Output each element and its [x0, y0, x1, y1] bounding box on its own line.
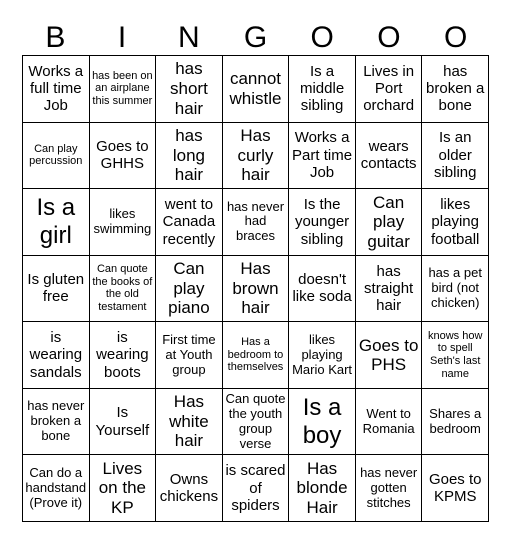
bingo-square[interactable]: Is the younger sibling [289, 189, 356, 256]
bingo-square[interactable]: Has curly hair [223, 123, 290, 190]
bingo-square[interactable]: Is a girl [23, 189, 90, 256]
header-letter-i: I [117, 21, 127, 54]
bingo-square[interactable]: Can do a handstand (Prove it) [23, 455, 90, 522]
bingo-square[interactable]: has broken a bone [422, 56, 489, 123]
bingo-square[interactable]: likes playing Mario Kart [289, 322, 356, 389]
bingo-square[interactable]: Lives on the KP [90, 455, 157, 522]
bingo-square[interactable]: Has blonde Hair [289, 455, 356, 522]
bingo-square[interactable]: Works a full time Job [23, 56, 90, 123]
bingo-square[interactable]: is wearing sandals [23, 322, 90, 389]
bingo-square[interactable]: Is a boy [289, 389, 356, 456]
bingo-square[interactable]: wears contacts [356, 123, 423, 190]
bingo-square[interactable]: Is Yourself [90, 389, 157, 456]
header-letter-n: N [177, 21, 200, 54]
bingo-square[interactable]: has a pet bird (not chicken) [422, 256, 489, 323]
bingo-square[interactable]: Can quote the books of the old testament [90, 256, 157, 323]
bingo-square[interactable]: has straight hair [356, 256, 423, 323]
bingo-square[interactable]: Goes to KPMS [422, 455, 489, 522]
bingo-square[interactable]: has been on an airplane this summer [90, 56, 157, 123]
bingo-square[interactable]: Can quote the youth group verse [223, 389, 290, 456]
header-letter-b: B [45, 21, 66, 54]
bingo-square[interactable]: has never had braces [223, 189, 290, 256]
header-letter-o-2: O [377, 21, 401, 54]
bingo-square[interactable]: Can play piano [156, 256, 223, 323]
bingo-square[interactable]: cannot whistle [223, 56, 290, 123]
bingo-square[interactable]: Has brown hair [223, 256, 290, 323]
bingo-square[interactable]: Owns chickens [156, 455, 223, 522]
bingo-header [22, 20, 489, 56]
bingo-square[interactable]: Goes to PHS [356, 322, 423, 389]
bingo-square[interactable]: has long hair [156, 123, 223, 190]
bingo-square[interactable]: Is an older sibling [422, 123, 489, 190]
bingo-square[interactable]: is scared of spiders [223, 455, 290, 522]
bingo-square[interactable]: Works a Part time Job [289, 123, 356, 190]
bingo-square[interactable]: Can play guitar [356, 189, 423, 256]
bingo-card-grid [22, 55, 489, 522]
bingo-square[interactable]: Goes to GHHS [90, 123, 157, 190]
header-letter-o-3: O [443, 21, 468, 54]
bingo-square[interactable]: likes playing football [422, 189, 489, 256]
bingo-square[interactable]: Shares a bedroom [422, 389, 489, 456]
bingo-square[interactable]: has short hair [156, 56, 223, 123]
bingo-square[interactable]: Lives in Port orchard [356, 56, 423, 123]
bingo-square[interactable]: likes swimming [90, 189, 157, 256]
bingo-square[interactable]: has never broken a bone [23, 389, 90, 456]
bingo-square[interactable]: Went to Romania [356, 389, 423, 456]
bingo-square[interactable]: First time at Youth group [156, 322, 223, 389]
bingo-square[interactable]: doesn't like soda [289, 256, 356, 323]
bingo-square[interactable]: Can play percussion [23, 123, 90, 190]
bingo-square[interactable]: Has a bedroom to themselves [223, 322, 290, 389]
bingo-square[interactable]: is wearing boots [90, 322, 157, 389]
header-letter-o-1: O [310, 21, 334, 54]
bingo-square[interactable]: knows how to spell Seth's last name [422, 322, 489, 389]
bingo-square[interactable]: has never gotten stitches [356, 455, 423, 522]
bingo-square[interactable]: Is a middle sibling [289, 56, 356, 123]
bingo-square[interactable]: Has white hair [156, 389, 223, 456]
bingo-square[interactable]: Is gluten free [23, 256, 90, 323]
bingo-square[interactable]: went to Canada recently [156, 189, 223, 256]
header-letter-g: G [243, 21, 268, 54]
